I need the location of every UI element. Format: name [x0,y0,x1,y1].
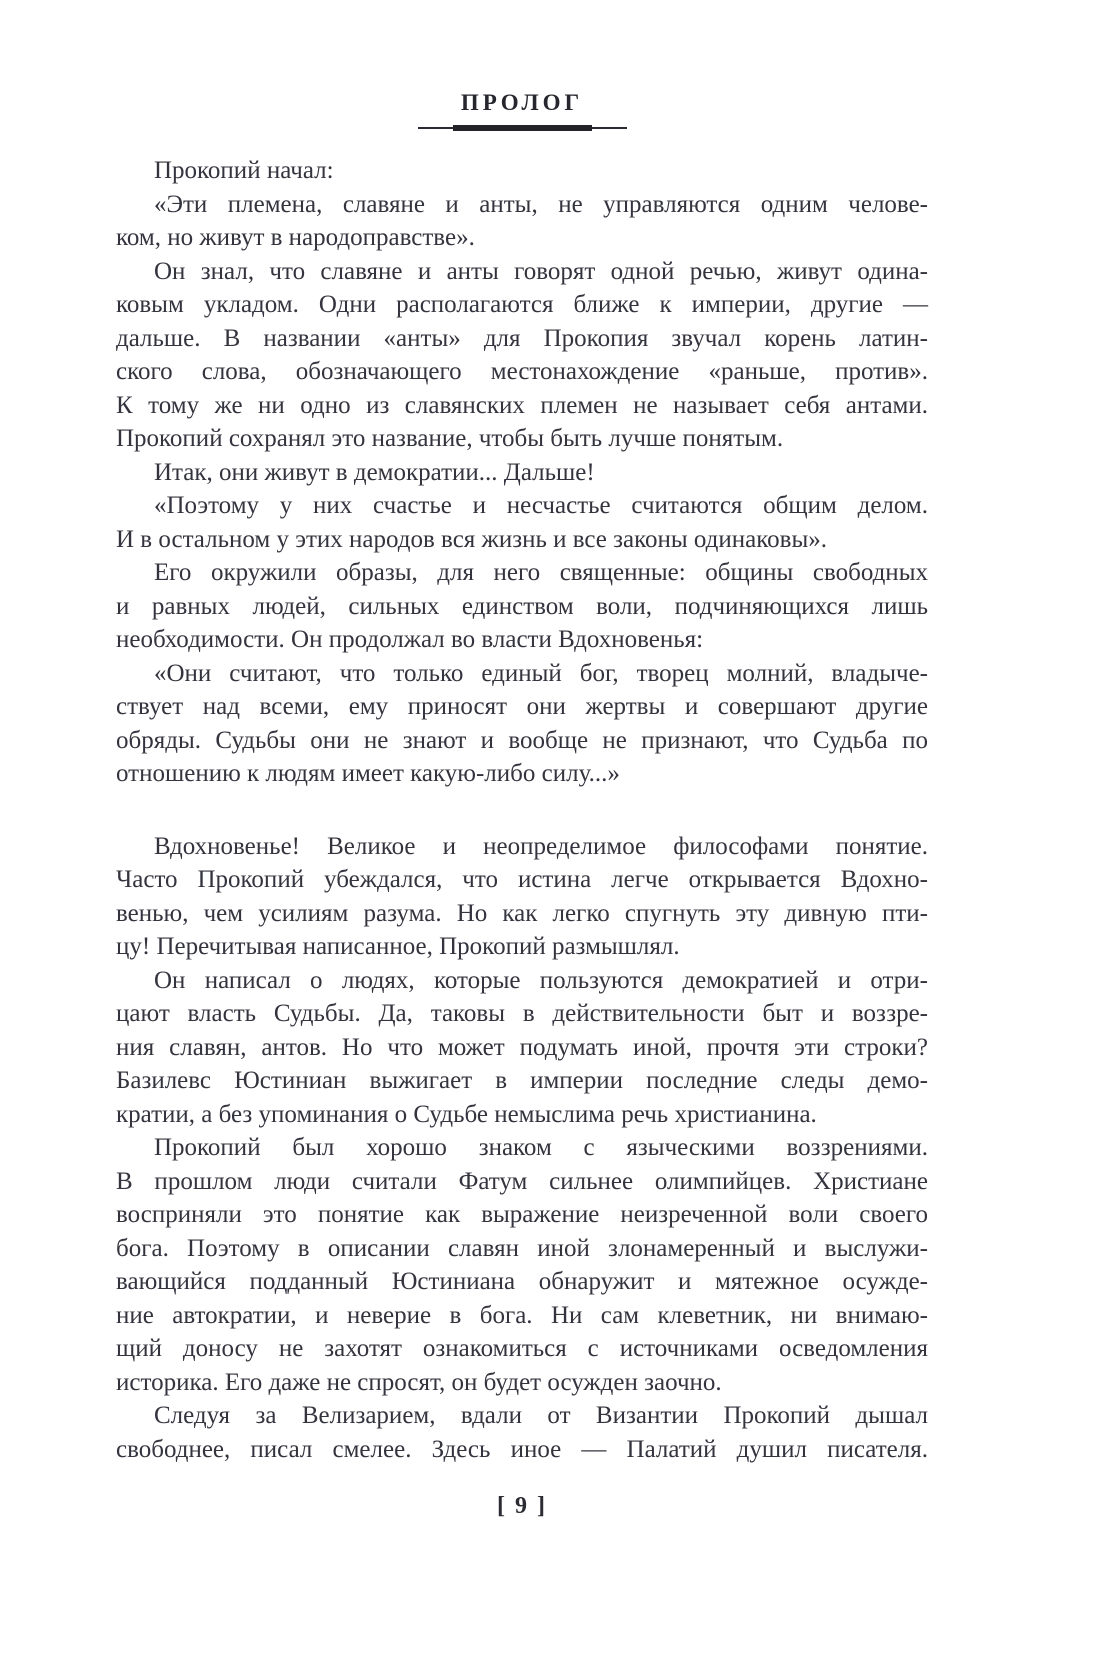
text-line: ком, но живут в народоправстве». [116,224,475,251]
text-line: Прокопий сохранял это название, чтобы быть лучше понятым. [116,425,784,452]
text-line: ковым укладом. Одни располагаются ближе к империи, другие — [116,291,928,318]
text-line: «Они считают, что только единый бог, творец молний, владыче- [154,659,928,687]
text-line: обряды. Судьбы они не знают и вообще не признают, что Судьба по [116,726,928,754]
text-line: и равных людей, сильных единством воли, подчиняющихся лишь [116,592,928,620]
text-line: бога. Поэтому в описании славян иной злонамеренный и выслужи- [116,1234,928,1262]
text-line: цу! Перечитывая написанное, Прокопий размышлял. [116,933,680,960]
text-line: Базилевс Юстиниан выжигает в империи последние следы демо- [116,1067,928,1094]
text-line: необходимости. Он продолжал во власти Вдохновенья: [116,626,704,653]
divider-thick-center [453,125,592,131]
text-line: Вдохновенье! Великое и неопределимое философами понятие. [154,832,928,860]
paragraph [116,1131,928,1399]
text-line: В прошлом люди считали Фатум сильнее олимпийцев. Христиане [116,1167,928,1195]
text-line: ние автократии, и неверие в бога. Ни сам клеветник, ни внимаю- [116,1301,928,1329]
text-line: Итак, они живут в демократии... Дальше! [154,458,595,486]
text-line: кратии, а без упоминания о Судьбе немыслима речь христианина. [116,1100,817,1128]
text-line: ского слова, обозначающего местонахождение «раньше, против». [116,358,928,385]
paragraph [116,188,928,255]
paragraph [116,657,928,791]
text-line: Прокопий был хорошо знаком с языческими воззрениями. [154,1134,928,1161]
chapter-title: ПРОЛОГ [460,90,584,115]
body-text [116,154,928,1466]
paragraph [116,489,928,556]
text-line: «Поэтому у них счастье и несчастье считаются общим делом. [154,492,928,519]
text-line: Следуя за Велизарием, вдали от Византии Прокопий дышал [154,1402,928,1429]
text-line: щий доносу не захотят ознакомиться с источниками осведомления [116,1335,928,1362]
text-line: вающийся подданный Юстиниана обнаружит и мятежное осужде- [116,1268,928,1295]
text-line: отношению к людям имеет какую-либо силу...» [116,760,620,787]
text-line: свободнее, писал смелее. Здесь иное — Палатий душил писателя. [116,1435,928,1463]
paragraph [116,964,928,1132]
paragraph [116,1399,928,1466]
text-line: ния славян, антов. Но что может подумать иной, прочтя эти строки? [116,1033,928,1061]
header-divider-ornament [418,125,627,131]
text-line: венью, чем усилиям разума. Но как легко спугнуть эту дивную пти- [116,899,928,927]
text-line: восприняли это понятие как выражение неизреченной воли своего [116,1201,928,1228]
text-line: ствует над всеми, ему приносят они жертвы и совершают другие [116,693,928,720]
paragraph [116,556,928,657]
paragraph [116,456,928,490]
text-line: Он написал о людях, которые пользуются демократией и отри- [154,966,928,994]
text-line: Его окружили образы, для него священные: общины свободных [154,559,928,586]
text-line: «Эти племена, славяне и анты, не управляются одним челове- [154,190,928,218]
text-line: историка. Его даже не спросят, он будет осужден заочно. [116,1368,722,1396]
text-line: К тому же ни одно из славянских племен не называет себя антами. [116,391,928,419]
text-line: дальше. В названии «анты» для Прокопия звучал корень латин- [116,324,928,352]
chapter-header [116,90,928,131]
divider-thin-left [418,127,453,129]
divider-thin-right [592,127,627,129]
text-line: Он знал, что славяне и анты говорят одной речью, живут одина- [154,257,928,285]
text-line: И в остальном у этих народов вся жизнь и все законы одинаковы». [116,525,827,553]
text-line: Прокопий начал: [154,157,334,184]
page-footer [116,1493,928,1520]
text-line: цают власть Судьбы. Да, таковы в действительности быт и воззре- [116,1000,928,1027]
page-number: [ 9 ] [497,1493,547,1519]
paragraph [116,154,928,188]
paragraph [116,830,928,964]
paragraph [116,255,928,456]
text-line: Часто Прокопий убеждался, что истина легче открывается Вдохно- [116,866,928,893]
